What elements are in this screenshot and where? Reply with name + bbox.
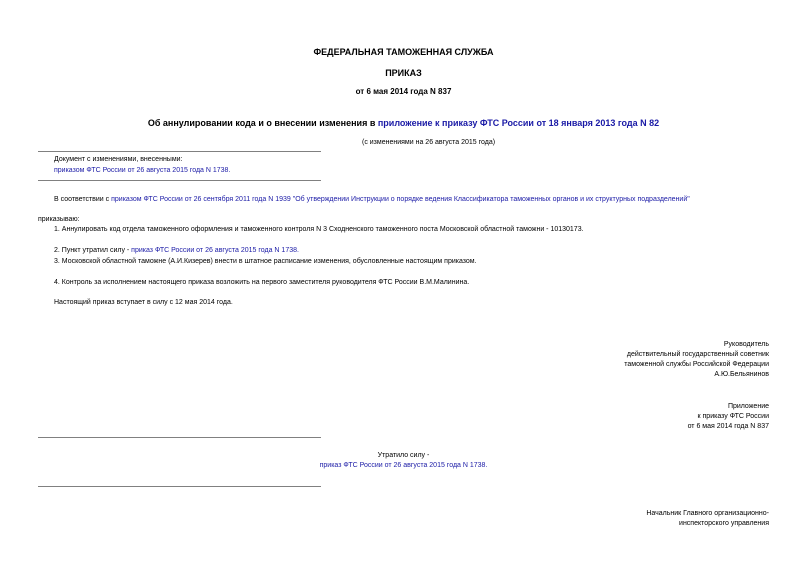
- appendix-date: от 6 мая 2014 года N 837: [687, 423, 769, 430]
- document-type: ПРИКАЗ: [385, 68, 422, 78]
- changes-link[interactable]: приказом ФТС России от 26 августа 2015 года N 1738.: [54, 167, 231, 174]
- expired-label: Утратило силу -: [377, 452, 430, 459]
- footer-signature-dept: инспекторского управления: [679, 520, 769, 527]
- signature-service: таможенной службы Российской Федерации: [624, 361, 769, 368]
- expired-link[interactable]: приказ ФТС России от 26 августа 2015 года N 1738.: [319, 462, 488, 469]
- preamble-text: В соответствии с: [54, 196, 112, 203]
- item-4: 4. Контроль за исполнением настоящего приказа возложить на первого заместителя руководителя ФТС России В.М.Малинина.: [54, 279, 470, 286]
- agency-name: ФЕДЕРАЛЬНАЯ ТАМОЖЕННАЯ СЛУЖБА: [313, 47, 494, 57]
- document-title: [0, 118, 807, 128]
- signature-title: Руководитель: [723, 341, 769, 348]
- revision-note: (с изменениями на 26 августа 2015 года): [362, 139, 496, 146]
- divider-expired-top: [38, 437, 321, 438]
- divider-expired-bottom: [38, 486, 321, 487]
- title-text: Об аннулировании кода и о внесении изменения в: [147, 118, 378, 128]
- order-word: приказываю:: [38, 216, 80, 223]
- footer-signature-title: Начальник Главного организационно-: [646, 510, 769, 517]
- item-3: 3. Московской областной таможне (А.И.Кизерев) внести в штатное расписание изменения, обусловленные настоящим приказом.: [54, 258, 477, 265]
- signature-name: А.Ю.Бельянинов: [714, 371, 769, 378]
- appendix-ref: к приказу ФТС России: [697, 413, 769, 420]
- document-date-number: от 6 мая 2014 года N 837: [355, 87, 452, 96]
- appendix-label: Приложение: [727, 403, 769, 410]
- effective-date: Настоящий приказ вступает в силу с 12 мая 2014 года.: [54, 299, 233, 306]
- preamble-link[interactable]: приказом ФТС России от 26 сентября 2011 года N 1939 "Об утверждении Инструкции о порядке ведения Классификатора таможенных органов и их структурных подразделений": [111, 196, 690, 203]
- divider-bottom: [38, 180, 321, 181]
- item-1: 1. Аннулировать код отдела таможенного оформления и таможенного контроля N 3 Сходненского таможенного поста Московской областной таможни - 10130173.: [54, 226, 584, 233]
- signature-rank: действительный государственный советник: [626, 351, 769, 358]
- changes-label: Документ с изменениями, внесенными:: [54, 156, 183, 163]
- item-2-text: 2. Пункт утратил силу -: [54, 247, 132, 254]
- preamble: [54, 195, 690, 204]
- title-link-appendix[interactable]: приложение к приказу ФТС России от 18 января 2013 года N 82: [377, 118, 660, 128]
- item-2-link[interactable]: приказ ФТС России от 26 августа 2015 года N 1738.: [131, 247, 299, 254]
- divider-top: [38, 151, 321, 152]
- item-2: [54, 246, 299, 255]
